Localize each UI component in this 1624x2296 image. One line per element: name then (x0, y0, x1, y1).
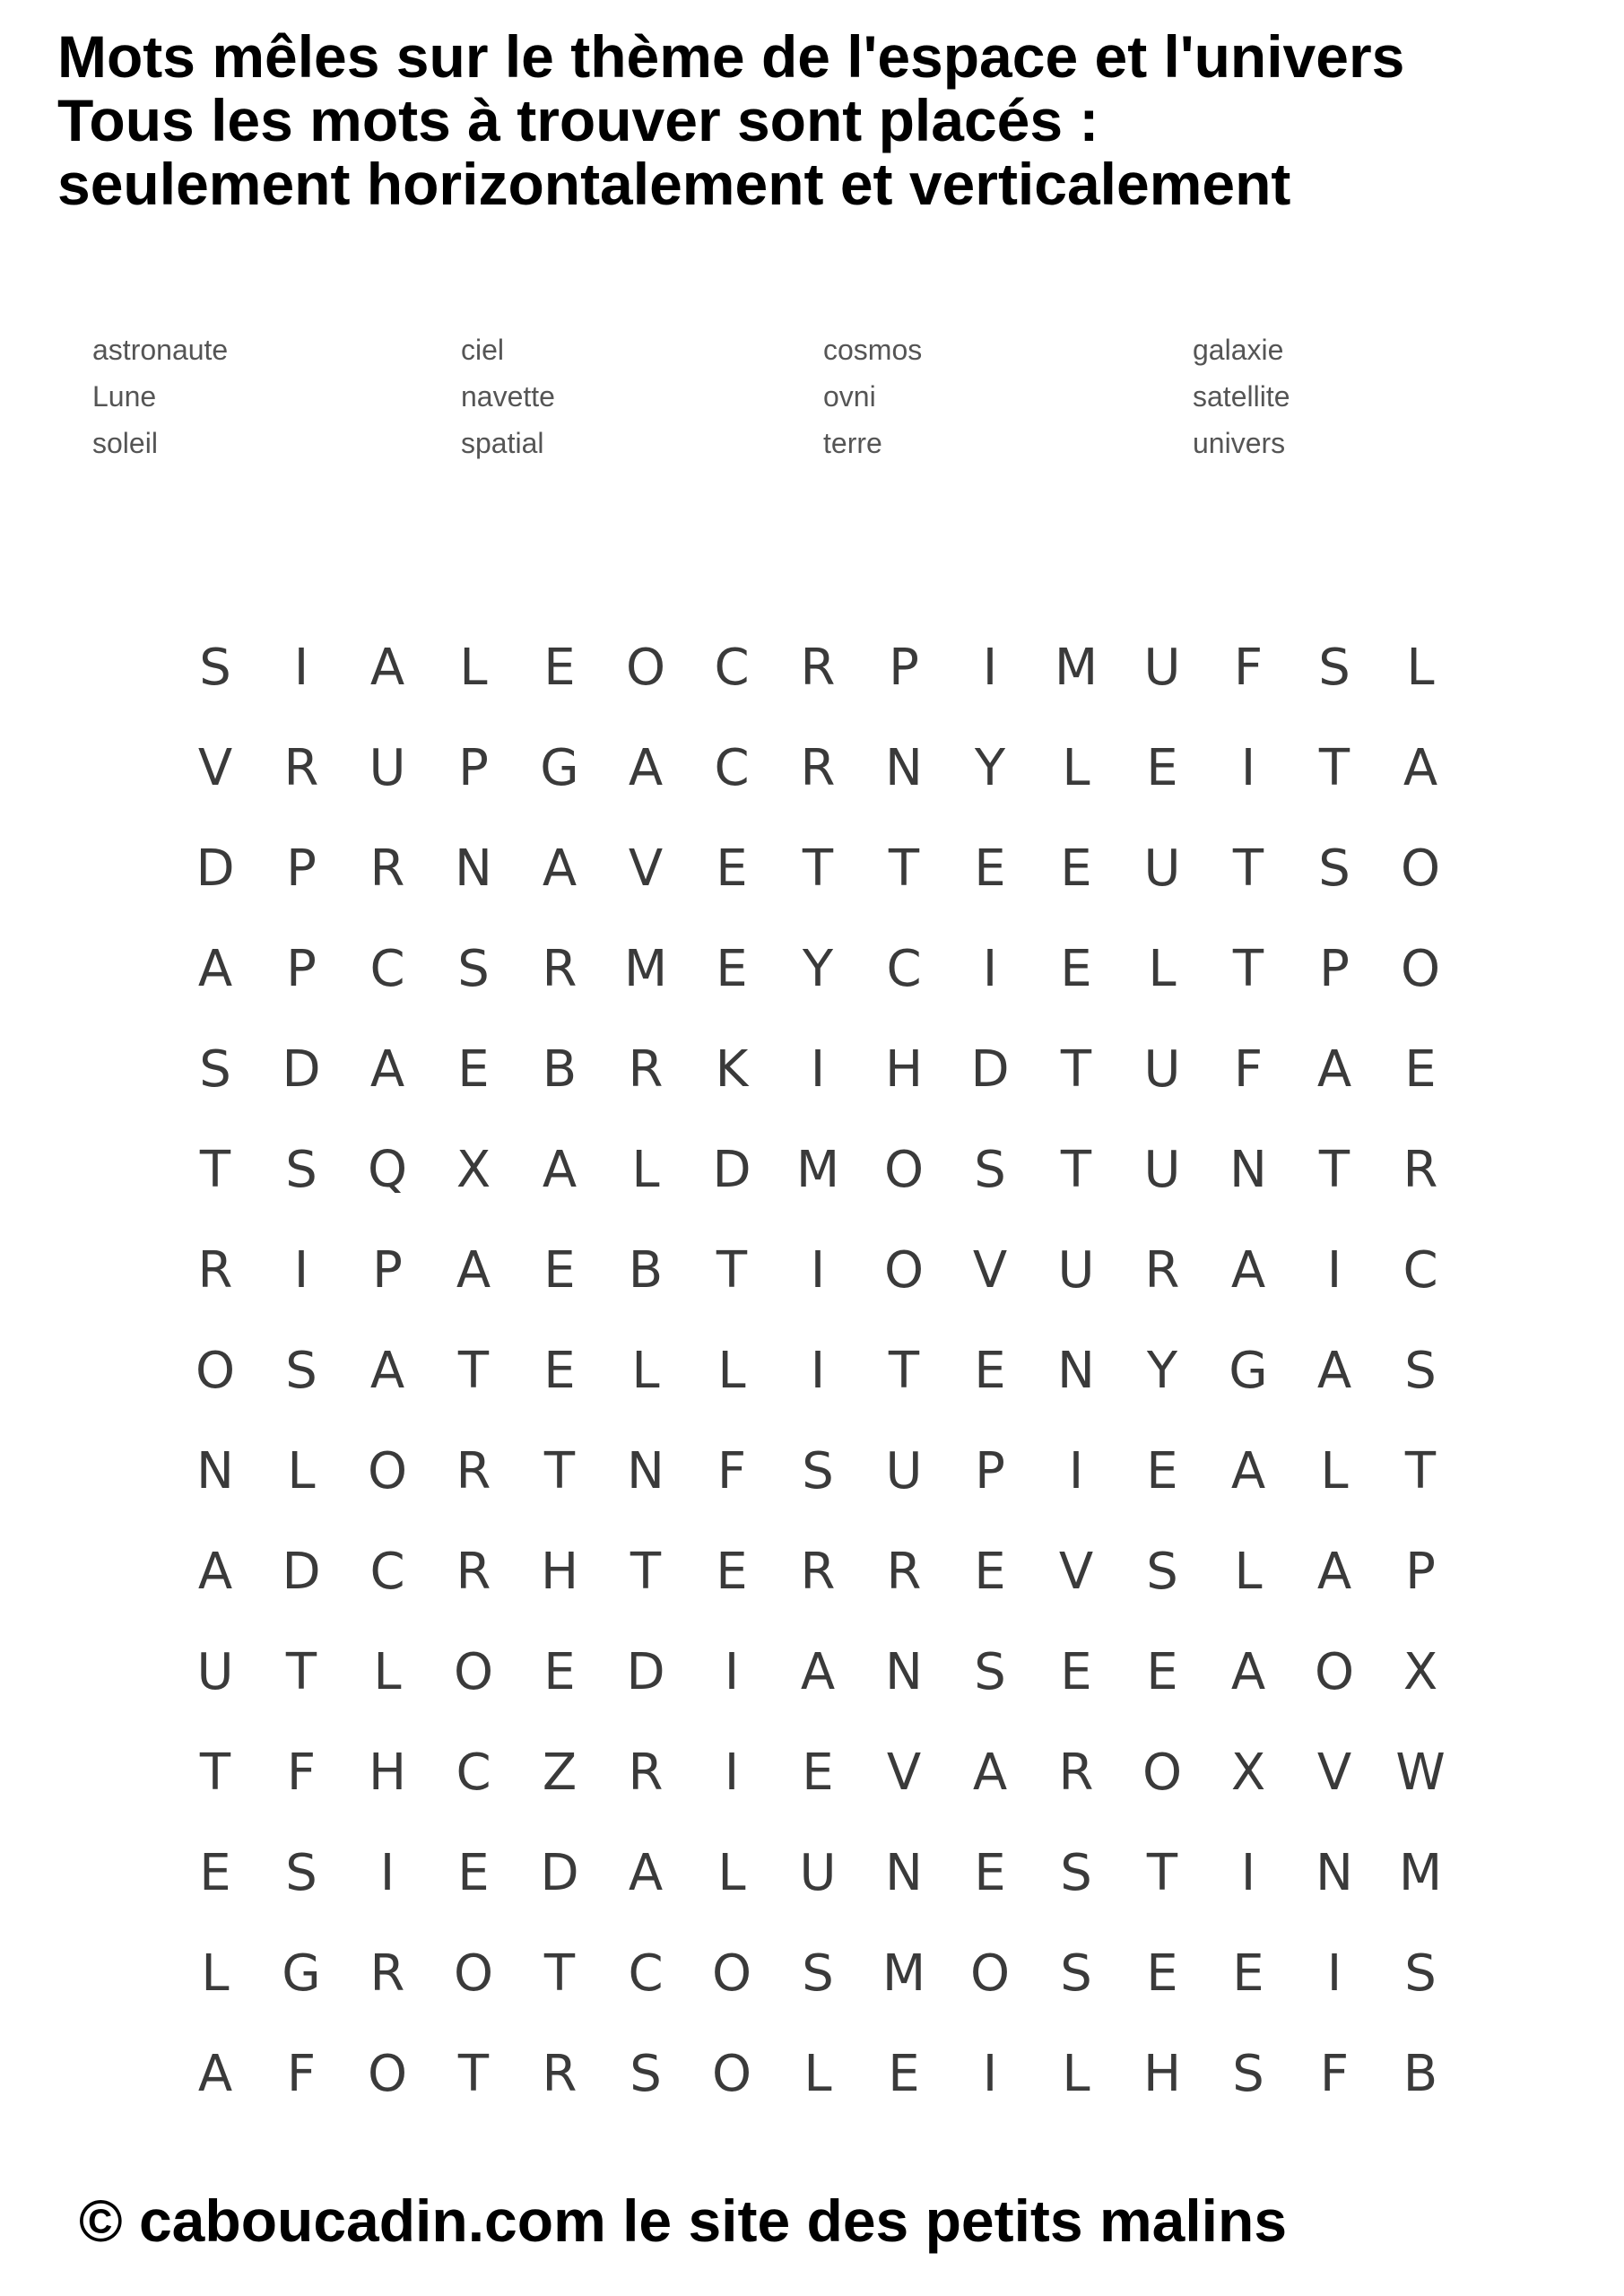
grid-cell[interactable]: O (969, 1944, 1011, 2003)
grid-cell[interactable]: C (369, 1543, 405, 1601)
grid-cell[interactable]: A (1230, 1643, 1266, 1701)
grid-cell[interactable]: D (282, 1040, 321, 1099)
grid-cell[interactable]: E (543, 1241, 576, 1300)
grid-cell[interactable]: R (1403, 1141, 1438, 1199)
grid-cell[interactable]: E (974, 1342, 1006, 1400)
grid-cell[interactable]: S (199, 1040, 231, 1099)
grid-cell[interactable]: E (457, 1040, 490, 1099)
grid-cell[interactable]: S (974, 1643, 1006, 1701)
grid-cell[interactable]: D (282, 1543, 321, 1601)
letter-grid (179, 628, 1480, 2152)
grid-cell[interactable]: V (886, 1744, 922, 1802)
grid-cell[interactable]: S (1060, 1944, 1092, 2003)
grid-cell[interactable]: M (1054, 639, 1099, 697)
grid-cell[interactable]: R (800, 1543, 836, 1601)
grid-cell[interactable]: O (711, 1944, 752, 2003)
grid-cell[interactable]: S (630, 2045, 662, 2103)
word-item: ciel (461, 334, 505, 366)
grid-cell[interactable]: R (542, 2045, 578, 2103)
grid-cell[interactable]: T (630, 1543, 662, 1601)
grid-cell[interactable]: L (717, 1342, 746, 1400)
grid-cell[interactable]: E (1146, 739, 1178, 797)
grid-cell[interactable]: U (1143, 1040, 1181, 1099)
grid-cell[interactable]: F (1319, 2045, 1350, 2103)
grid-cell[interactable]: P (1319, 940, 1350, 998)
grid-cell[interactable]: T (1318, 1141, 1350, 1199)
grid-cell[interactable]: I (1326, 1241, 1342, 1300)
grid-cell[interactable]: C (369, 940, 405, 998)
grid-cell[interactable]: L (631, 1342, 660, 1400)
grid-cell[interactable]: E (543, 639, 576, 697)
grid-cell[interactable]: F (716, 1442, 747, 1500)
grid-cell[interactable]: U (1143, 1141, 1181, 1199)
grid-cell[interactable]: N (1057, 1342, 1095, 1400)
grid-cell[interactable]: T (1060, 1141, 1092, 1199)
title-line-1: Mots mêles sur le thème de l'espace et l'univers (57, 23, 1405, 90)
grid-cell[interactable]: R (369, 1944, 405, 2003)
grid-cell[interactable]: T (1232, 839, 1264, 898)
grid-row (179, 1331, 1480, 1412)
grid-cell[interactable]: S (1404, 1342, 1437, 1400)
grid-cell[interactable]: F (1233, 639, 1264, 697)
grid-cell[interactable]: U (1057, 1241, 1095, 1300)
grid-cell[interactable]: A (197, 1543, 233, 1601)
word-item: navette (461, 380, 555, 413)
grid-cell[interactable]: V (1316, 1744, 1352, 1802)
grid-cell[interactable]: A (628, 1844, 664, 1902)
grid-cell[interactable]: T (199, 1141, 231, 1199)
grid-cell[interactable]: G (282, 1944, 321, 2003)
grid-cell[interactable]: Y (1146, 1342, 1178, 1400)
grid-cell[interactable]: N (455, 839, 492, 898)
footer-copyright: © caboucadin.com le site des petits malins (79, 2187, 1288, 2254)
grid-cell[interactable]: Z (542, 1744, 578, 1802)
title-line-2: Tous les mots à trouver sont placés : (57, 87, 1099, 153)
grid-row (179, 1532, 1480, 1613)
grid-cell[interactable]: X (456, 1141, 491, 1199)
grid-cell[interactable]: H (1142, 2045, 1182, 2103)
grid-cell[interactable]: A (456, 1241, 491, 1300)
grid-cell[interactable]: R (456, 1442, 491, 1500)
grid-cell[interactable]: I (810, 1241, 826, 1300)
grid-cell[interactable]: E (1146, 1944, 1178, 2003)
grid-cell[interactable]: U (1143, 839, 1181, 898)
grid-cell[interactable]: Q (367, 1141, 408, 1199)
grid-cell[interactable]: A (197, 2045, 233, 2103)
grid-cell[interactable]: D (626, 1643, 665, 1701)
word-item: soleil (92, 427, 158, 459)
grid-cell[interactable]: E (1232, 1944, 1264, 2003)
grid-cell[interactable]: V (628, 839, 664, 898)
grid-cell[interactable]: T (888, 1342, 920, 1400)
grid-cell[interactable]: A (197, 940, 233, 998)
grid-cell[interactable]: R (628, 1040, 664, 1099)
grid-cell[interactable]: W (1395, 1744, 1446, 1802)
grid-cell[interactable]: I (982, 2045, 998, 2103)
grid-cell[interactable]: A (1316, 1543, 1352, 1601)
grid-cell[interactable]: P (286, 940, 317, 998)
grid-cell[interactable]: A (1316, 1342, 1352, 1400)
grid-cell[interactable]: L (1406, 639, 1435, 697)
grid-cell[interactable]: I (293, 1241, 309, 1300)
grid-cell[interactable]: L (1234, 1543, 1263, 1601)
grid-cell[interactable]: A (972, 1744, 1008, 1802)
grid-cell[interactable]: L (1320, 1442, 1349, 1500)
grid-cell[interactable]: H (540, 1543, 579, 1601)
grid-cell[interactable]: B (542, 1040, 578, 1099)
grid-row (179, 1833, 1480, 1914)
grid-cell[interactable]: O (625, 639, 666, 697)
grid-cell[interactable]: R (283, 739, 319, 797)
grid-cell[interactable]: V (197, 739, 233, 797)
grid-cell[interactable]: E (802, 1744, 834, 1802)
grid-cell[interactable]: M (795, 1141, 840, 1199)
grid-row (179, 2034, 1480, 2115)
grid-cell[interactable]: N (885, 1643, 923, 1701)
grid-cell[interactable]: L (803, 2045, 832, 2103)
grid-cell[interactable]: H (884, 1040, 924, 1099)
grid-cell[interactable]: D (540, 1844, 579, 1902)
grid-cell[interactable]: L (201, 1944, 230, 2003)
grid-cell[interactable]: E (543, 1342, 576, 1400)
grid-cell[interactable]: D (712, 1141, 751, 1199)
grid-cell[interactable]: K (715, 1040, 749, 1099)
grid-cell[interactable]: U (369, 739, 406, 797)
grid-cell[interactable]: C (714, 739, 750, 797)
grid-cell[interactable]: C (714, 639, 750, 697)
grid-cell[interactable]: Y (802, 940, 834, 998)
grid-cell[interactable]: I (1068, 1442, 1084, 1500)
grid-row (179, 728, 1480, 809)
grid-cell[interactable]: O (1142, 1744, 1183, 1802)
grid-cell[interactable]: R (800, 739, 836, 797)
grid-cell[interactable]: F (1233, 1040, 1264, 1099)
grid-cell[interactable]: O (711, 2045, 752, 2103)
grid-cell[interactable]: P (286, 839, 317, 898)
grid-cell[interactable]: A (1230, 1442, 1266, 1500)
grid-cell[interactable]: A (1316, 1040, 1352, 1099)
grid-cell[interactable]: S (285, 1342, 317, 1400)
grid-cell[interactable]: R (800, 639, 836, 697)
grid-row (179, 628, 1480, 709)
grid-cell[interactable]: L (459, 639, 488, 697)
grid-cell[interactable]: E (974, 839, 1006, 898)
word-item: ovni (823, 380, 876, 413)
grid-cell[interactable]: O (1314, 1643, 1355, 1701)
grid-cell[interactable]: L (287, 1442, 316, 1500)
grid-cell[interactable]: A (800, 1643, 836, 1701)
grid-cell[interactable]: P (975, 1442, 1005, 1500)
grid-cell[interactable]: S (802, 1442, 834, 1500)
word-item: satellite (1193, 380, 1290, 413)
grid-cell[interactable]: T (1146, 1844, 1178, 1902)
grid-cell[interactable]: O (883, 1141, 925, 1199)
grid-cell[interactable]: R (197, 1241, 233, 1300)
grid-row (179, 1130, 1480, 1211)
grid-cell[interactable]: E (457, 1844, 490, 1902)
grid-cell[interactable]: G (540, 739, 579, 797)
grid-cell[interactable]: U (1143, 639, 1181, 697)
grid-cell[interactable]: L (1062, 739, 1090, 797)
word-item: univers (1193, 427, 1286, 459)
grid-cell[interactable]: M (1398, 1844, 1443, 1902)
grid-cell[interactable]: N (627, 1442, 664, 1500)
grid-cell[interactable]: H (368, 1744, 407, 1802)
grid-cell[interactable]: D (970, 1040, 1010, 1099)
grid-cell[interactable]: T (1232, 940, 1264, 998)
grid-cell[interactable]: R (886, 1543, 922, 1601)
grid-cell[interactable]: A (628, 739, 664, 797)
title-line-3: seulement horizontalement et verticalement (57, 151, 1291, 217)
grid-cell[interactable]: S (802, 1944, 834, 2003)
grid-cell[interactable]: O (453, 1643, 494, 1701)
grid-cell[interactable]: T (1318, 739, 1350, 797)
grid-cell[interactable]: S (1318, 839, 1350, 898)
grid-cell[interactable]: Y (974, 739, 1006, 797)
grid-cell[interactable]: E (1060, 839, 1092, 898)
grid-cell[interactable]: D (195, 839, 235, 898)
grid-cell[interactable]: N (196, 1442, 234, 1500)
grid-cell[interactable]: P (1405, 1543, 1436, 1601)
grid-cell[interactable]: G (1229, 1342, 1268, 1400)
grid-cell[interactable]: C (456, 1744, 491, 1802)
grid-cell[interactable]: T (285, 1643, 317, 1701)
grid-row (179, 1030, 1480, 1110)
grid-cell[interactable]: P (372, 1241, 403, 1300)
grid-cell[interactable]: E (974, 1543, 1006, 1601)
grid-cell[interactable]: E (199, 1844, 231, 1902)
grid-cell[interactable]: E (543, 1643, 576, 1701)
grid-cell[interactable]: S (974, 1141, 1006, 1199)
word-item: cosmos (823, 334, 923, 366)
grid-cell[interactable]: I (982, 639, 998, 697)
grid-cell[interactable]: I (293, 639, 309, 697)
grid-cell[interactable]: B (1403, 2045, 1438, 2103)
grid-row (179, 1934, 1480, 2014)
grid-cell[interactable]: T (543, 1944, 576, 2003)
grid-cell[interactable]: X (1230, 1744, 1266, 1802)
grid-cell[interactable]: T (802, 839, 834, 898)
grid-cell[interactable]: E (1146, 1643, 1178, 1701)
word-item: spatial (461, 427, 544, 459)
grid-cell[interactable]: T (888, 839, 920, 898)
grid-cell[interactable]: L (373, 1643, 402, 1701)
grid-row (179, 829, 1480, 909)
grid-row (179, 1431, 1480, 1512)
grid-cell[interactable]: M (623, 940, 668, 998)
grid-cell[interactable]: I (1326, 1944, 1342, 2003)
grid-cell[interactable]: O (1400, 839, 1441, 898)
grid-cell[interactable]: E (888, 2045, 920, 2103)
grid-cell[interactable]: V (1058, 1543, 1094, 1601)
word-list (0, 0, 1624, 502)
grid-cell[interactable]: I (982, 940, 998, 998)
grid-cell[interactable]: S (1060, 1844, 1092, 1902)
grid-cell[interactable]: A (542, 1141, 578, 1199)
grid-cell[interactable]: O (195, 1342, 236, 1400)
grid-cell[interactable]: A (369, 1342, 405, 1400)
grid-cell[interactable]: S (285, 1141, 317, 1199)
grid-cell[interactable]: I (1240, 1844, 1256, 1902)
grid-cell[interactable]: U (799, 1844, 837, 1902)
grid-cell[interactable]: A (1403, 739, 1438, 797)
grid-cell[interactable]: N (885, 739, 923, 797)
grid-cell[interactable]: U (196, 1643, 234, 1701)
grid-cell[interactable]: O (453, 1944, 494, 2003)
grid-cell[interactable]: S (199, 639, 231, 697)
grid-cell[interactable]: E (1146, 1442, 1178, 1500)
grid-cell[interactable]: T (716, 1241, 748, 1300)
grid-cell[interactable]: S (1146, 1543, 1178, 1601)
grid-cell[interactable]: I (724, 1744, 740, 1802)
grid-row (179, 1231, 1480, 1311)
grid-cell[interactable]: N (885, 1844, 923, 1902)
grid-cell[interactable]: O (367, 2045, 408, 2103)
grid-cell[interactable]: N (1316, 1844, 1353, 1902)
grid-cell[interactable]: L (717, 1844, 746, 1902)
grid-cell[interactable]: N (1229, 1141, 1267, 1199)
grid-cell[interactable]: V (972, 1241, 1008, 1300)
grid-cell[interactable]: R (369, 839, 405, 898)
grid-cell[interactable]: I (724, 1643, 740, 1701)
word-item: terre (823, 427, 882, 459)
grid-cell[interactable]: B (628, 1241, 664, 1300)
grid-cell[interactable]: I (810, 1342, 826, 1400)
grid-cell[interactable]: S (1232, 2045, 1264, 2103)
grid-cell[interactable]: A (1230, 1241, 1266, 1300)
grid-cell[interactable]: T (1060, 1040, 1092, 1099)
grid-cell[interactable]: T (457, 1342, 490, 1400)
grid-row (179, 929, 1480, 1010)
grid-cell[interactable]: R (1058, 1744, 1094, 1802)
grid-cell[interactable]: R (1144, 1241, 1180, 1300)
grid-cell[interactable]: R (628, 1744, 664, 1802)
grid-cell[interactable]: L (631, 1141, 660, 1199)
grid-cell[interactable]: R (456, 1543, 491, 1601)
grid-cell[interactable]: S (285, 1844, 317, 1902)
grid-cell[interactable]: T (457, 2045, 490, 2103)
grid-cell[interactable]: L (1148, 940, 1177, 998)
word-item: Lune (92, 380, 157, 413)
grid-cell[interactable]: C (628, 1944, 664, 2003)
grid-cell[interactable]: O (1400, 940, 1441, 998)
grid-cell[interactable]: I (810, 1040, 826, 1099)
grid-cell[interactable]: T (199, 1744, 231, 1802)
grid-cell[interactable]: T (543, 1442, 576, 1500)
grid-cell[interactable]: P (889, 639, 919, 697)
grid-cell[interactable]: E (716, 940, 748, 998)
grid-cell[interactable]: I (1240, 739, 1256, 797)
grid-cell[interactable]: E (1060, 1643, 1092, 1701)
grid-cell[interactable]: E (974, 1844, 1006, 1902)
grid-row (179, 1632, 1480, 1713)
grid-cell[interactable]: F (286, 1744, 317, 1802)
grid-cell[interactable]: S (1318, 639, 1350, 697)
grid-cell[interactable]: E (716, 839, 748, 898)
grid-cell[interactable]: E (716, 1543, 748, 1601)
word-item: astronaute (92, 334, 229, 366)
grid-cell[interactable]: A (542, 839, 578, 898)
word-item: galaxie (1193, 334, 1284, 366)
grid-cell[interactable]: L (1062, 2045, 1090, 2103)
grid-cell[interactable]: E (1404, 1040, 1437, 1099)
grid-cell[interactable]: E (1060, 940, 1092, 998)
grid-cell[interactable]: U (885, 1442, 923, 1500)
grid-cell[interactable]: O (883, 1241, 925, 1300)
grid-cell[interactable]: P (458, 739, 489, 797)
grid-cell[interactable]: C (1403, 1241, 1438, 1300)
grid-cell[interactable]: A (369, 639, 405, 697)
grid-cell[interactable]: X (1403, 1643, 1438, 1701)
grid-cell[interactable]: A (369, 1040, 405, 1099)
grid-cell[interactable]: S (457, 940, 490, 998)
grid-cell[interactable]: C (886, 940, 922, 998)
grid-cell[interactable]: T (1404, 1442, 1437, 1500)
grid-cell[interactable]: S (1404, 1944, 1437, 2003)
grid-cell[interactable]: M (881, 1944, 926, 2003)
grid-cell[interactable]: R (542, 940, 578, 998)
grid-row (179, 1733, 1480, 1813)
grid-cell[interactable]: O (367, 1442, 408, 1500)
grid-cell[interactable]: I (379, 1844, 395, 1902)
grid-cell[interactable]: F (286, 2045, 317, 2103)
